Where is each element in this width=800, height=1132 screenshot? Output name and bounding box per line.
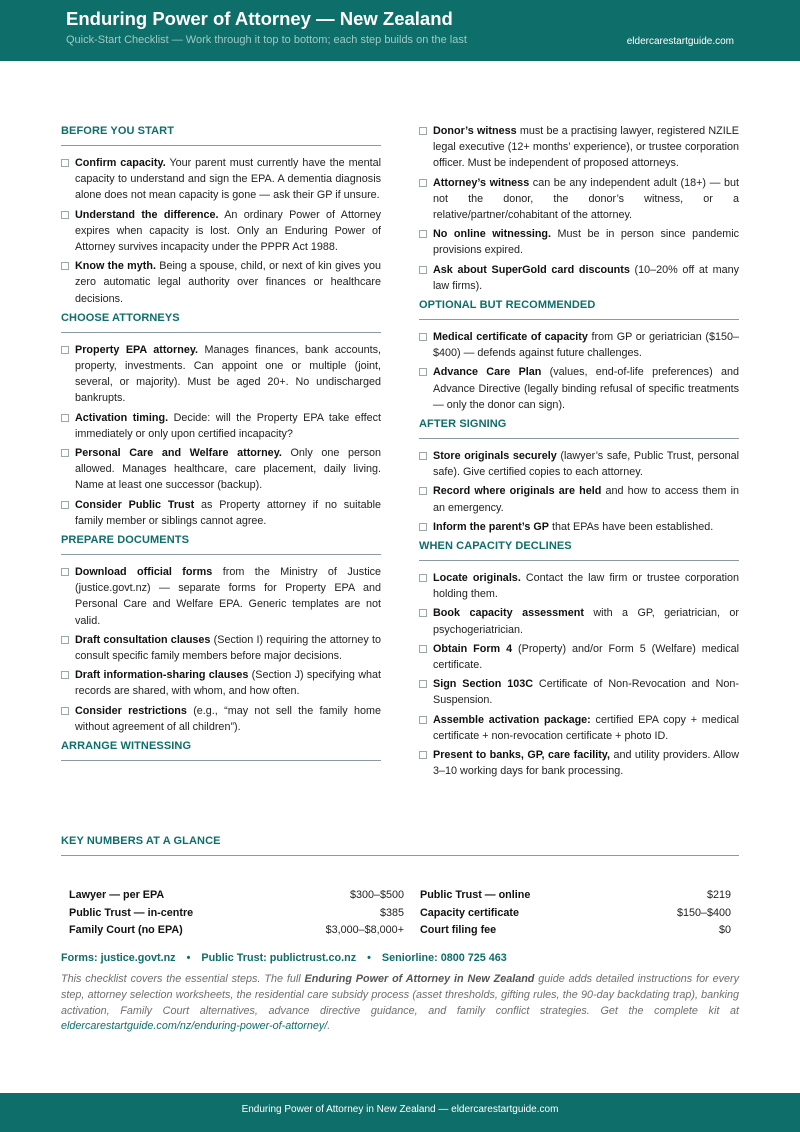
- key-number-value: $300–$500: [349, 889, 404, 901]
- item-text: from GP or geriatrician ($150–$400) — defends against future challenges.: [433, 331, 739, 360]
- key-number-label: Court filing fee: [420, 924, 497, 936]
- item-text: Must be in person since pandemic provisions expired.: [433, 228, 740, 257]
- checkbox-icon[interactable]: [61, 346, 69, 354]
- checklist-item: [61, 258, 381, 307]
- key-number-row: [420, 924, 731, 942]
- item-title: Sign Section 103C: [433, 678, 534, 691]
- checklist-item: [419, 226, 739, 258]
- item-title: Store originals securely: [433, 450, 557, 463]
- document-subtitle: Quick-Start Checklist — Work through it top to bottom; each step builds on the last: [66, 34, 467, 46]
- item-text: (Section J) specifying what records are shared, with whom, and how often.: [75, 669, 381, 698]
- item-text: must be a practising lawyer, registered NZILE legal executive (12+ months’ experience), or trustee corporation officer. Must be independent of proposed attorneys.: [433, 125, 739, 170]
- section-heading: CHOOSE ATTORNEYS: [61, 312, 381, 333]
- checkbox-icon[interactable]: [419, 716, 427, 724]
- item-text: Being a spouse, child, or next of kin gives you zero automatic legal authority over finances or healthcare decisions.: [75, 260, 381, 305]
- checkbox-icon[interactable]: [419, 645, 427, 653]
- item-title: Consider Public Trust: [75, 498, 195, 511]
- key-number-value: $3,000–$8,000+: [325, 924, 404, 936]
- checklist-item: [419, 329, 739, 361]
- key-number-label: Lawyer — per EPA: [69, 889, 165, 901]
- key-number-row: [420, 889, 731, 907]
- checkbox-icon[interactable]: [61, 671, 69, 679]
- page-footer: [0, 1093, 800, 1132]
- checklist-item: [61, 497, 381, 529]
- item-title: Confirm capacity.: [75, 157, 166, 169]
- item-title: Draft consultation clauses: [75, 633, 211, 646]
- footnote-end: .: [327, 1020, 331, 1033]
- item-text: Your parent must currently have the mental capacity to understand and sign the EPA. A dementia diagnosis alone does not mean capacity is gone — ask their GP if unsure.: [75, 157, 382, 202]
- item-title: Activation timing.: [75, 411, 169, 424]
- item-title: Know the myth.: [75, 260, 156, 273]
- section-heading: WHEN CAPACITY DECLINES: [419, 540, 739, 561]
- checklist-item: [419, 570, 739, 602]
- item-text: certified EPA copy + medical certificate + non-revocation certificate + photo ID.: [433, 713, 739, 742]
- section-heading: ARRANGE WITNESSING: [61, 740, 381, 761]
- checkbox-icon[interactable]: [61, 159, 69, 167]
- checkbox-icon[interactable]: [419, 574, 427, 582]
- item-title: Present to banks, GP, care facility,: [433, 749, 611, 762]
- section-heading: BEFORE YOU START: [61, 125, 381, 146]
- checkbox-icon[interactable]: [61, 636, 69, 644]
- checklist-item: [419, 483, 739, 515]
- footnote-guide-title: Enduring Power of Attorney in New Zealand: [304, 973, 535, 985]
- key-number-row: [420, 907, 731, 925]
- section-heading: OPTIONAL BUT RECOMMENDED: [419, 299, 739, 320]
- checklist-item: [419, 747, 739, 779]
- item-text: that EPAs have been established.: [548, 520, 714, 533]
- checklist-item: [61, 410, 381, 442]
- item-title: No online witnessing.: [433, 228, 552, 241]
- key-number-label: Public Trust — in-centre: [69, 906, 194, 919]
- public-trust-link[interactable]: Public Trust: publictrust.co.nz: [201, 952, 357, 964]
- checkbox-icon[interactable]: [419, 333, 427, 341]
- item-title: Ask about SuperGold card discounts: [433, 263, 630, 276]
- checklist-item: [419, 262, 739, 294]
- checklist-item: [419, 712, 739, 744]
- checklist-item: [419, 676, 739, 708]
- item-title: Draft information-sharing clauses: [75, 669, 249, 682]
- item-text: Manages finances, bank accounts, property, investments. Can appoint one or multiple (joint, several, or majority). Must be aged 20+. No undischarged bankrupts.: [75, 343, 381, 405]
- checkbox-icon[interactable]: [61, 262, 69, 270]
- checkbox-icon[interactable]: [419, 523, 427, 531]
- key-number-value: $0: [718, 924, 731, 936]
- checklist-item: [419, 605, 739, 637]
- left-column: [61, 123, 381, 770]
- item-title: Property EPA attorney.: [75, 343, 199, 356]
- footer-text: Enduring Power of Attorney in New Zealand — eldercarestartguide.com: [241, 1104, 559, 1115]
- item-title: Assemble activation package:: [433, 713, 591, 726]
- item-text: (Property) and/or Form 5 (Welfare) medical certificate.: [433, 642, 740, 672]
- footnote: [61, 972, 739, 1035]
- item-title: Locate originals.: [433, 572, 521, 585]
- checklist-item: [61, 564, 381, 629]
- footnote-url-link[interactable]: eldercarestartguide.com/nz/enduring-power-of-attorney/: [61, 1020, 328, 1033]
- item-text: and utility providers. Allow 3–10 working days for bank processing.: [433, 749, 739, 778]
- checkbox-icon[interactable]: [419, 266, 427, 274]
- item-text: and how to access them in an emergency.: [433, 485, 739, 514]
- item-title: Attorney’s witness: [433, 176, 530, 189]
- checkbox-icon[interactable]: [419, 751, 427, 759]
- item-title: Inform the parent’s GP: [433, 520, 549, 533]
- checklist-item: [419, 123, 739, 172]
- footnote-text: This checklist covers the essential steps. The full: [61, 973, 305, 985]
- item-text: An ordinary Power of Attorney expires when capacity is lost. Only an Enduring Power of Attorney survives incapacity under the PPPR Act 1988.: [75, 208, 381, 254]
- checkbox-icon[interactable]: [61, 414, 69, 422]
- checklist-item: [61, 667, 381, 699]
- checklist-item: [419, 364, 739, 413]
- key-number-label: Capacity certificate: [420, 906, 520, 919]
- checkbox-icon[interactable]: [419, 127, 427, 135]
- key-numbers-section: [61, 835, 739, 936]
- key-number-value: $385: [379, 906, 404, 919]
- checklist-item: [61, 445, 381, 494]
- document-title: Enduring Power of Attorney — New Zealand: [66, 8, 453, 29]
- item-title: Personal Care and Welfare attorney.: [75, 447, 282, 460]
- item-title: Book capacity assessment: [433, 607, 584, 620]
- section-heading: KEY NUMBERS AT A GLANCE: [61, 835, 739, 856]
- checklist-item: [419, 448, 739, 480]
- checkbox-icon[interactable]: [419, 368, 427, 376]
- checkbox-icon[interactable]: [61, 211, 69, 219]
- item-text: (values, end-of-life preferences) and Advance Directive (legally binding refusal of specific treatments — only the donor can sign).: [433, 366, 739, 411]
- separator-dot: •: [186, 952, 191, 964]
- checkbox-icon[interactable]: [419, 680, 427, 688]
- checklist-item: [61, 632, 381, 664]
- item-title: Obtain Form 4: [433, 642, 513, 655]
- forms-link[interactable]: Forms: justice.govt.nz: [61, 952, 176, 964]
- item-text: Decide: will the Property EPA take effect immediately or only upon certified incapacity?: [75, 411, 381, 440]
- item-text: Only one person allowed. Manages healthcare, care placement, daily living. Name at least one successor (backup).: [75, 447, 381, 492]
- separator-dot: •: [367, 952, 371, 964]
- checklist-item: [419, 175, 739, 224]
- section-heading: AFTER SIGNING: [419, 418, 739, 439]
- item-title: Record where originals are held: [433, 485, 602, 498]
- footnote-text: guide adds detailed instructions for every step, attorney selection worksheets, the residential care subsidy process (asset thresholds, gifting rules, the 90-day backdating trap), banking activation, Family Court alternatives, advance directive guidance, and family conflict strategies. Get the complete kit at: [61, 973, 739, 1017]
- key-number-label: Public Trust — online: [420, 889, 531, 901]
- checkbox-icon[interactable]: [419, 487, 427, 495]
- checklist-item: [61, 703, 381, 735]
- item-text: Certificate of Non-Revocation and Non-Suspension.: [433, 678, 739, 707]
- item-text: from the Ministry of Justice (justice.govt.nz) — separate forms for Property EPA and Personal Care and Welfare EPA. Generic templates are not valid.: [75, 566, 381, 627]
- checklist-item: [61, 207, 381, 256]
- key-number-row: [69, 924, 404, 942]
- checkbox-icon[interactable]: [61, 568, 69, 576]
- checkbox-icon[interactable]: [419, 179, 427, 187]
- item-text: (lawyer’s safe, Public Trust, personal safe). Give certified copies to each attorney.: [433, 450, 739, 479]
- item-title: Understand the difference.: [75, 208, 219, 221]
- checkbox-icon[interactable]: [419, 452, 427, 460]
- checklist-item: [61, 342, 381, 407]
- item-text: Contact the law firm or trustee corporation holding them.: [433, 572, 740, 601]
- checklist-item: [419, 641, 739, 673]
- checkbox-icon[interactable]: [419, 230, 427, 238]
- item-text: (Section I) requiring the attorney to consult specific family members before major decisions.: [75, 633, 381, 663]
- key-number-value: $150–$400: [676, 906, 731, 919]
- contact-links: [61, 952, 507, 964]
- item-title: Advance Care Plan: [433, 366, 542, 379]
- checkbox-icon[interactable]: [61, 449, 69, 457]
- right-column: [419, 123, 739, 783]
- seniorline-phone[interactable]: Seniorline: 0800 725 463: [381, 952, 507, 964]
- checkbox-icon[interactable]: [61, 707, 69, 715]
- item-text: (e.g., “may not sell the family home without agreement of all children”).: [75, 704, 381, 733]
- checkbox-icon[interactable]: [61, 501, 69, 509]
- item-title: Download official forms: [75, 566, 213, 579]
- checklist-item: [419, 519, 739, 535]
- item-text: as Property attorney if no suitable family member or siblings cannot agree.: [75, 498, 381, 527]
- item-title: Medical certificate of capacity: [433, 331, 588, 344]
- key-number-row: [69, 889, 404, 907]
- item-text: with a GP, geriatrician, or psychogeriatrician.: [433, 607, 740, 636]
- key-numbers-right-table: [420, 889, 731, 942]
- item-text: can be any independent adult (18+) — but not the donor, the donor’s witness, or a relative/partner/cohabitant of the attorney.: [433, 176, 739, 222]
- page-header: [0, 0, 800, 61]
- item-title: Donor’s witness: [433, 125, 517, 137]
- header-site-link[interactable]: eldercarestartguide.com: [626, 36, 734, 47]
- key-numbers-left-table: [69, 889, 404, 942]
- key-number-label: Family Court (no EPA): [69, 924, 183, 936]
- checkbox-icon[interactable]: [419, 609, 427, 617]
- checklist-item: [61, 155, 381, 204]
- key-number-value: $219: [706, 889, 731, 901]
- item-title: Consider restrictions: [75, 704, 187, 717]
- item-text: (10–20% off at many law firms).: [433, 263, 739, 292]
- key-number-row: [69, 907, 404, 925]
- section-heading: PREPARE DOCUMENTS: [61, 534, 381, 555]
